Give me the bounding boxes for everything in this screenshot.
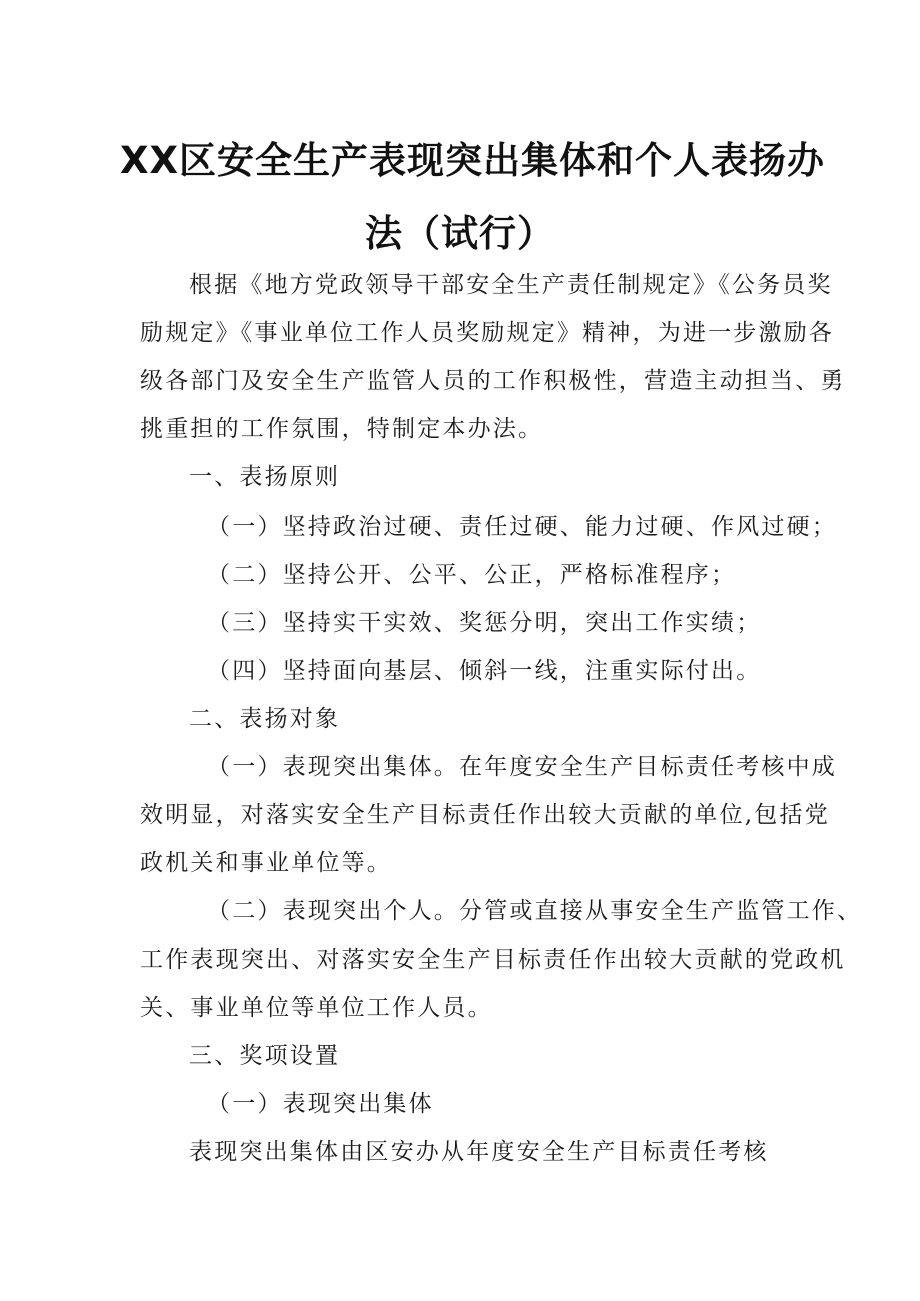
list-item: （四）坚持面向基层、倾斜一线，注重实际付出。 <box>207 658 762 684</box>
sub-heading: （一）表现突出集体 <box>207 1091 434 1117</box>
paragraph-line: （一）表现突出集体。在年度安全生产目标责任考核中成 <box>207 754 837 780</box>
section-heading: 一、表扬原则 <box>189 464 341 490</box>
paragraph-line: 挑重担的工作氛围，特制定本办法。 <box>140 416 544 442</box>
paragraph-line: 级各部门及安全生产监管人员的工作积极性，营造主动担当、勇 <box>140 368 846 394</box>
list-item: （二）坚持公开、公平、公正，严格标准程序； <box>207 562 737 588</box>
list-item: （三）坚持实干实效、奖惩分明，突出工作实绩； <box>207 610 762 636</box>
document-title-line-1: XX区安全生产表现突出集体和个人表扬办 <box>120 139 826 182</box>
section-heading: 三、奖项设置 <box>189 1043 341 1069</box>
paragraph-line: 政机关和事业单位等。 <box>140 850 392 876</box>
paragraph-line: 关、事业单位等单位工作人员。 <box>140 995 493 1021</box>
list-item: （一）坚持政治过硬、责任过硬、能力过硬、作风过硬； <box>207 514 837 540</box>
paragraph-line: 表现突出集体由区安办从年度安全生产目标责任考核 <box>189 1139 769 1165</box>
paragraph-line: 工作表现突出、对落实安全生产目标责任作出较大贡献的党政机 <box>140 947 846 973</box>
paragraph-line: （二）表现突出个人。分管或直接从事安全生产监管工作、 <box>207 898 863 924</box>
paragraph-line: 效明显，对落实安全生产目标责任作出较大贡献的单位,包括党 <box>140 802 830 828</box>
document-title-line-2: 法（试行） <box>365 212 555 255</box>
paragraph-line: 根据《地方党政领导干部安全生产责任制规定》《公务员奖 <box>189 272 833 298</box>
paragraph-line: 励规定》《事业单位工作人员奖励规定》精神，为进一步激励各 <box>140 320 835 346</box>
section-heading: 二、表扬对象 <box>189 706 341 732</box>
